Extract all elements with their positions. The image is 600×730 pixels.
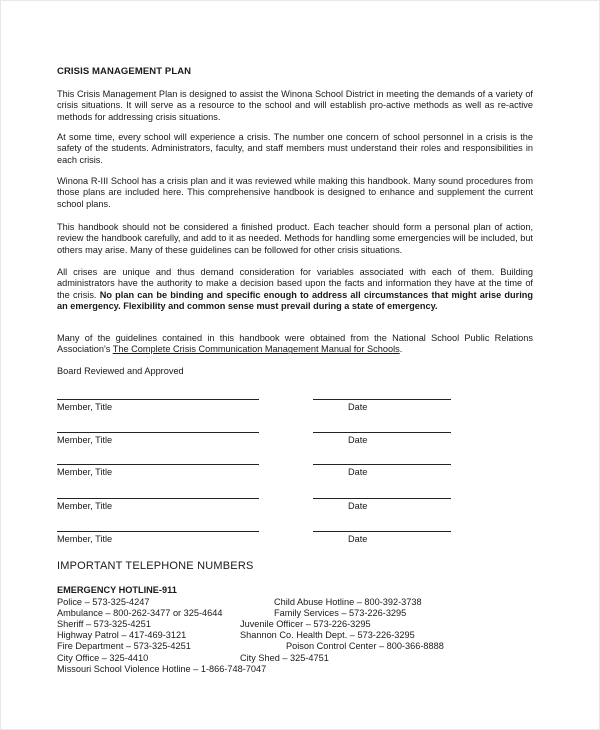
paragraph-intro: This Crisis Management Plan is designed to assist the Winona School District in meeting the demands of a variety of crisis situations. It will serve as a resource to the school and will establish pro-active methods as well as re-active methods for addressing crisis situations. (57, 89, 533, 122)
date-signature-line (313, 531, 451, 532)
date-signature-line (313, 464, 451, 465)
contact-police: Police – 573-325-4247 (57, 597, 150, 607)
paragraph-unique-crises-emphasis: No plan can be binding and specific enough to address all circumstances that might arise during an emergency. Flexibility and common sense must prevail during a state of emergency. (57, 289, 533, 311)
contact-family-services: Family Services – 573-226-3295 (274, 608, 407, 618)
telephone-numbers-heading: IMPORTANT TELEPHONE NUMBERS (57, 560, 254, 572)
member-signature-line (57, 464, 259, 465)
member-title-label: Member, Title (57, 435, 113, 445)
date-signature-line (313, 498, 451, 499)
member-title-label: Member, Title (57, 534, 113, 544)
emergency-hotline: EMERGENCY HOTLINE-911 (57, 585, 177, 595)
date-label: Date (348, 467, 368, 477)
contact-fire-department: Fire Department – 573-325-4251 (57, 641, 191, 651)
date-label: Date (348, 501, 368, 511)
member-signature-line (57, 498, 259, 499)
date-signature-line (313, 432, 451, 433)
manual-title-link: The Complete Crisis Communication Management Manual for Schools (112, 344, 400, 355)
member-signature-line (57, 399, 259, 400)
date-label: Date (348, 435, 368, 445)
date-label: Date (348, 534, 368, 544)
member-signature-line (57, 531, 259, 532)
contact-sheriff: Sheriff – 573-325-4251 (57, 619, 151, 629)
contact-city-shed: City Shed – 325-4751 (240, 653, 329, 663)
paragraph-unique-crises-text: All crises are unique and thus demand consideration for variables associated with each of them. Building administrators have the authority to make a decision based upon the facts and information they have at the time of the crisis. (57, 267, 533, 300)
paragraph-sources-text: Many of the guidelines contained in this handbook were obtained from the National School Public Relations Association's (57, 333, 533, 355)
contact-child-abuse-hotline: Child Abuse Hotline – 800-392-3738 (274, 597, 422, 607)
contact-health-dept: Shannon Co. Health Dept. – 573-226-3295 (240, 630, 415, 640)
date-signature-line (313, 399, 451, 400)
member-title-label: Member, Title (57, 402, 113, 412)
paragraph-sources (57, 333, 533, 356)
contact-city-office: City Office – 325-4410 (57, 653, 149, 663)
contact-highway-patrol: Highway Patrol – 417-469-3121 (57, 630, 187, 640)
paragraph-handbook: This handbook should not be considered a finished product. Each teacher should form a personal plan of action, review the handbook carefully, and add to it as needed. Methods for handling some emergencies will be included, but others may arise. Many of these guidelines can be followed for other crisis situations. (57, 222, 533, 255)
member-signature-line (57, 432, 259, 433)
contact-poison-control: Poison Control Center – 800-366-8888 (286, 641, 444, 651)
contact-school-violence-hotline: Missouri School Violence Hotline – 1-866-748-7047 (57, 664, 267, 674)
document-title: CRISIS MANAGEMENT PLAN (57, 66, 192, 77)
board-approval-heading: Board Reviewed and Approved (57, 366, 184, 376)
contact-juvenile-officer: Juvenile Officer – 573-226-3295 (240, 619, 371, 629)
paragraph-winona-plan: Winona R-III School has a crisis plan and it was reviewed while making this handbook. Many sound procedures from those plans are included here. This comprehensive handbook is designed to enhance and supplement the current school plans. (57, 176, 533, 209)
paragraph-sources-end: . (399, 344, 403, 355)
member-title-label: Member, Title (57, 467, 113, 477)
member-title-label: Member, Title (57, 501, 113, 511)
paragraph-safety: At some time, every school will experience a crisis. The number one concern of school personnel in a crisis is the safety of the students. Administrators, faculty, and staff members must understand their roles and responsibilities in each crisis. (57, 132, 533, 165)
paragraph-unique-crises (57, 267, 533, 312)
date-label: Date (348, 402, 368, 412)
contact-ambulance: Ambulance – 800-262-3477 or 325-4644 (57, 608, 223, 618)
